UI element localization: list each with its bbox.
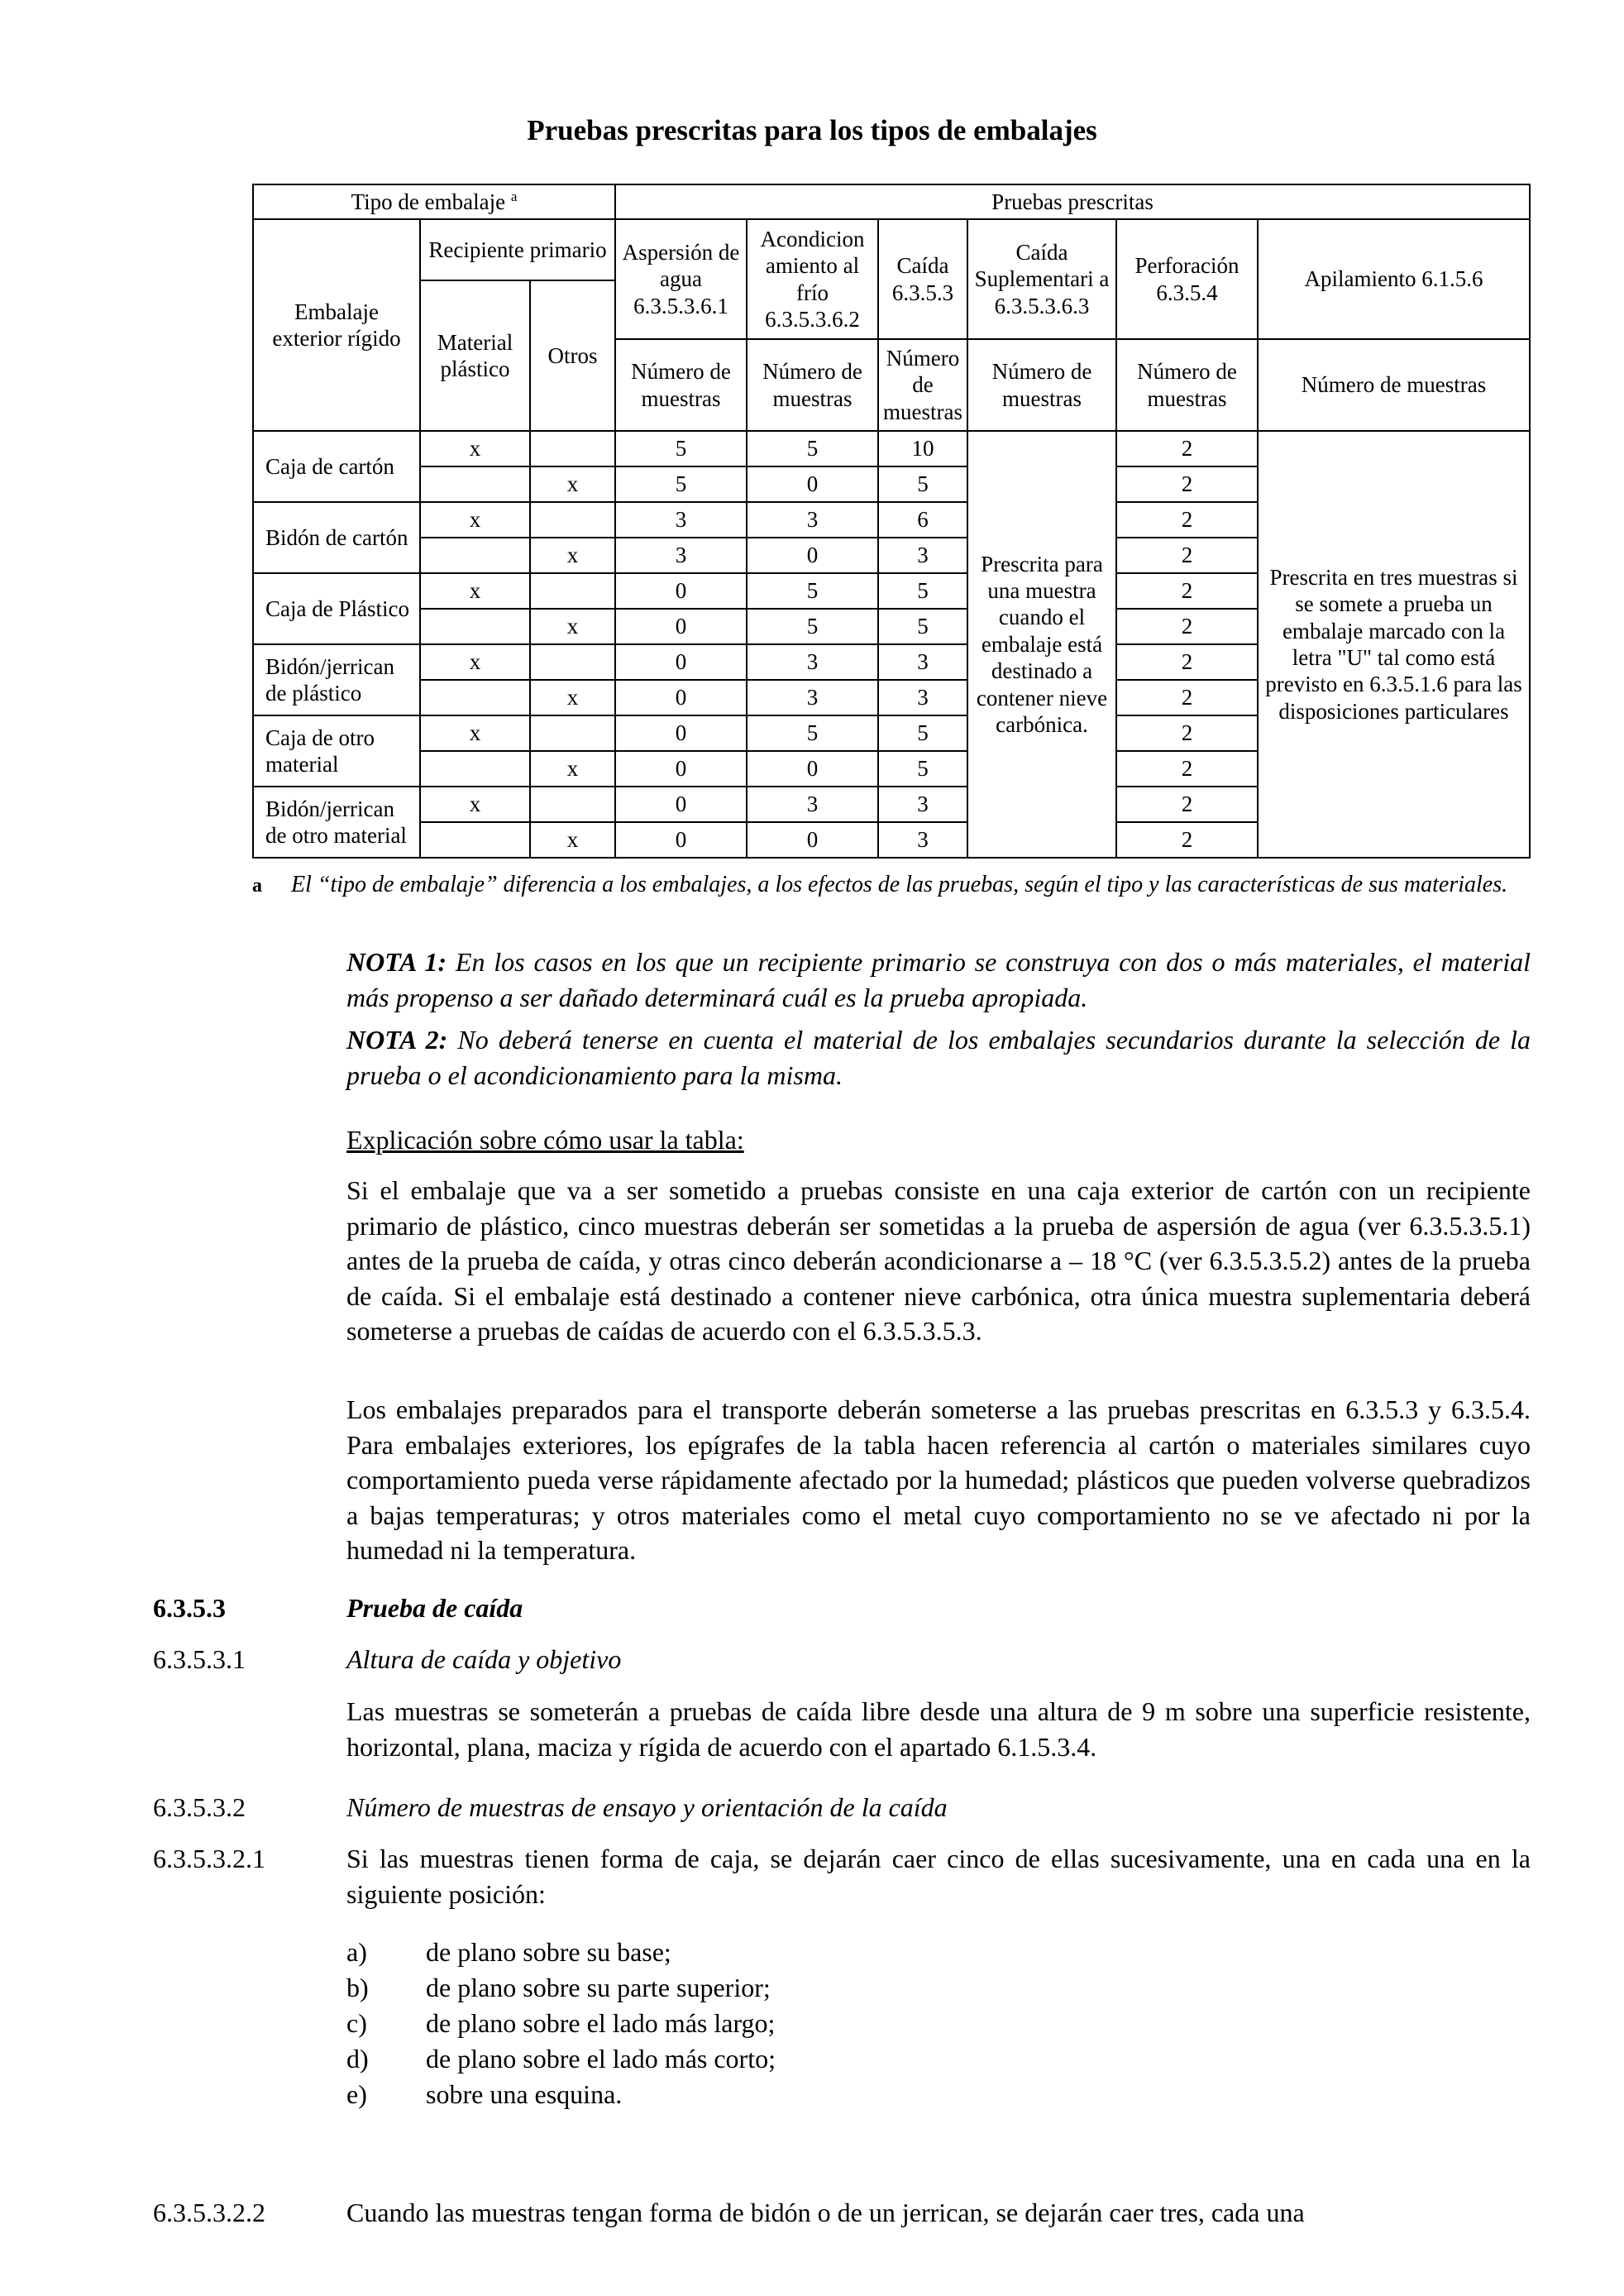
header-test-stacking: Apilamiento 6.1.5.6 (1258, 219, 1530, 339)
water-spray-cell: 5 (615, 466, 747, 502)
perforation-cell: 2 (1116, 680, 1258, 715)
orientation-list (346, 1935, 1504, 2112)
section-body: Si las muestras tienen forma de caja, se dejarán caer cinco de ellas sucesivamente, una en cada una en la siguiente posición: (346, 1844, 1531, 1909)
plastic-cell (420, 609, 530, 644)
note-2 (346, 1022, 1531, 1093)
other-cell (530, 431, 615, 466)
other-cell: x (530, 609, 615, 644)
section-number: 6.3.5.3 (153, 1593, 226, 1623)
water-spray-cell: 0 (615, 787, 747, 822)
supplementary-drop-note: Prescrita para una muestra cuando el embalaje está destinado a contener nieve carbónica. (967, 431, 1116, 858)
plastic-cell (420, 538, 530, 573)
explanation-paragraph: Los embalajes preparados para el transporte deberán someterse a las pruebas prescritas en 6.3.5.3 y 6.3.5.4. Para embalajes exteriores, los epígrafes de la tabla hacen referencia al cartón o materiales similares cuyo comportamiento pueda verse rápidamente afectado por la humedad; plásticos que pueden volverse quebradizos a bajas temperaturas; y otros materiales como el metal cuyo comportamiento no se ve afectado ni por la humedad ni la temperatura. (346, 1394, 1531, 1566)
cold-conditioning-cell: 3 (747, 787, 878, 822)
cold-conditioning-cell: 0 (747, 822, 878, 858)
perforation-cell: 2 (1116, 538, 1258, 573)
unit-cell: Número de muestras (967, 339, 1116, 431)
water-spray-cell: 0 (615, 680, 747, 715)
perforation-cell: 2 (1116, 751, 1258, 787)
header-test-perforation: Perforación 6.3.5.4 (1116, 219, 1258, 339)
other-cell: x (530, 466, 615, 502)
packaging-label-cell: Bidón/jerrican de otro material (253, 787, 420, 858)
drop-cell: 5 (878, 715, 967, 751)
perforation-cell: 2 (1116, 573, 1258, 609)
list-item: e) sobre una esquina. (346, 2078, 623, 2109)
perforation-cell: 2 (1116, 466, 1258, 502)
unit-cell: Número de muestras (878, 339, 967, 431)
header-plastic-material: Material plástico (420, 280, 530, 431)
section-number: 6.3.5.3.2.1 (153, 1844, 265, 1873)
drop-cell: 3 (878, 787, 967, 822)
plastic-cell (420, 751, 530, 787)
plastic-cell: x (420, 573, 530, 609)
table-row (253, 431, 1530, 466)
section-title: Número de muestras de ensayo y orientación de la caída (346, 1792, 948, 1822)
other-cell: x (530, 538, 615, 573)
unit-cell: Número de muestras (615, 339, 747, 431)
note-text: En los casos en los que un recipiente primario se construya con dos o más materiales, el material más propenso a ser dañado determinará cuál es la prueba apropiada. (346, 947, 1531, 1012)
other-cell (530, 787, 615, 822)
drop-cell: 3 (878, 822, 967, 858)
section-title: Prueba de caída (346, 1593, 523, 1623)
packaging-label-cell: Caja de Plástico (253, 573, 420, 644)
perforation-cell: 2 (1116, 609, 1258, 644)
cold-conditioning-cell: 3 (747, 680, 878, 715)
note-label: NOTA 1: (346, 947, 447, 977)
water-spray-cell: 3 (615, 502, 747, 538)
other-cell: x (530, 751, 615, 787)
list-item: b) de plano sobre su parte superior; (346, 1972, 771, 2002)
packaging-label-cell: Caja de cartón (253, 431, 420, 502)
plastic-cell: x (420, 502, 530, 538)
header-test-cold: Acondicion amiento al frío 6.3.5.3.6.2 (747, 219, 878, 339)
list-item: c) de plano sobre el lado más largo; (346, 2007, 776, 2038)
cold-conditioning-cell: 0 (747, 466, 878, 502)
page-title: Pruebas prescritas para los tipos de embalajes (527, 114, 1097, 146)
explanation-paragraph: Si el embalaje que va a ser sometido a pruebas consiste en una caja exterior de cartón con un recipiente primario de plástico, cinco muestras deberán ser sometidas a la prueba de aspersión de agua (ver 6.3.5.3.5.1) antes de la prueba de caída, y otras cinco deberán acondicionarse a – 18 °C (ver 6.3.5.3.5.2) antes de la prueba de caída. Si el embalaje está destinado a contener nieve carbónica, otra única muestra suplementaria deberá someterse a pruebas de caídas de acuerdo con el 6.3.5.3.5.3. (346, 1175, 1531, 1347)
list-item: d) de plano sobre el lado más corto; (346, 2043, 776, 2074)
other-cell (530, 644, 615, 680)
other-cell (530, 715, 615, 751)
drop-cell: 3 (878, 644, 967, 680)
packaging-label-cell: Caja de otro material (253, 715, 420, 787)
header-outer-packaging: Embalaje exterior rígido (253, 219, 420, 431)
unit-cell: Número de muestras (1116, 339, 1258, 431)
cold-conditioning-cell: 0 (747, 751, 878, 787)
water-spray-cell: 0 (615, 751, 747, 787)
cold-conditioning-cell: 5 (747, 715, 878, 751)
drop-cell: 5 (878, 609, 967, 644)
drop-cell: 3 (878, 680, 967, 715)
footnote-text: El “tipo de embalaje” diferencia a los embalajes, a los efectos de las pruebas, según el tipo y las características de sus materiales. (291, 872, 1508, 897)
section-number: 6.3.5.3.1 (153, 1644, 246, 1674)
section-number: 6.3.5.3.2.2 (153, 2198, 265, 2227)
cold-conditioning-cell: 3 (747, 644, 878, 680)
section-number: 6.3.5.3.2 (153, 1792, 246, 1822)
table-body (253, 431, 1530, 858)
unit-cell: Número de muestras (1258, 339, 1530, 431)
other-cell: x (530, 822, 615, 858)
plastic-cell (420, 680, 530, 715)
perforation-cell: 2 (1116, 502, 1258, 538)
list-item: a) de plano sobre su base; (346, 1937, 671, 1967)
other-cell (530, 502, 615, 538)
perforation-cell: 2 (1116, 715, 1258, 751)
stacking-note: Prescrita en tres muestras si se somete a prueba un embalaje marcado con la letra "U" tal como está previsto en 6.3.5.1.6 para las disposiciones particulares (1258, 431, 1530, 858)
plastic-cell: x (420, 644, 530, 680)
water-spray-cell: 3 (615, 538, 747, 573)
perforation-cell: 2 (1116, 787, 1258, 822)
footnote-mark: a (252, 875, 262, 897)
note-label: NOTA 2: (346, 1025, 448, 1055)
water-spray-cell: 0 (615, 715, 747, 751)
drop-cell: 5 (878, 466, 967, 502)
header-packaging-type: Tipo de embalaje $^a$ (253, 184, 615, 219)
section-title: Altura de caída y objetivo (346, 1644, 622, 1674)
water-spray-cell: 0 (615, 644, 747, 680)
packaging-label-cell: Bidón de cartón (253, 502, 420, 573)
plastic-cell: x (420, 431, 530, 466)
header-prescribed-tests: Pruebas prescritas (615, 184, 1530, 219)
cold-conditioning-cell: 5 (747, 573, 878, 609)
unit-cell: Número de muestras (747, 339, 878, 431)
header-test-drop: Caída 6.3.5.3 (878, 219, 967, 339)
drop-cell: 5 (878, 751, 967, 787)
other-cell: x (530, 680, 615, 715)
note-text: No deberá tenerse en cuenta el material de los embalajes secundarios durante la selección de la prueba o el acondicionamiento para la misma. (346, 1025, 1531, 1090)
perforation-cell: 2 (1116, 644, 1258, 680)
cold-conditioning-cell: 3 (747, 502, 878, 538)
cold-conditioning-cell: 5 (747, 609, 878, 644)
drop-cell: 10 (878, 431, 967, 466)
section-body: Cuando las muestras tengan forma de bidón o de un jerrican, se dejarán caer tres, cada una (346, 2198, 1305, 2227)
tests-table (252, 184, 1531, 859)
drop-cell: 5 (878, 573, 967, 609)
plastic-cell: x (420, 787, 530, 822)
header-primary-receptacle: Recipiente primario (420, 219, 615, 280)
water-spray-cell: 0 (615, 609, 747, 644)
plastic-cell (420, 822, 530, 858)
cold-conditioning-cell: 5 (747, 431, 878, 466)
perforation-cell: 2 (1116, 822, 1258, 858)
header-test-water: Aspersión de agua 6.3.5.3.6.1 (615, 219, 747, 339)
header-test-supplementary-drop: Caída Suplementari a 6.3.5.3.6.3 (967, 219, 1116, 339)
drop-cell: 3 (878, 538, 967, 573)
drop-cell: 6 (878, 502, 967, 538)
plastic-cell (420, 466, 530, 502)
water-spray-cell: 0 (615, 573, 747, 609)
note-1 (346, 945, 1531, 1015)
cold-conditioning-cell: 0 (747, 538, 878, 573)
perforation-cell: 2 (1116, 431, 1258, 466)
plastic-cell: x (420, 715, 530, 751)
water-spray-cell: 0 (615, 822, 747, 858)
other-cell (530, 573, 615, 609)
section-body: Las muestras se someterán a pruebas de caída libre desde una altura de 9 m sobre una superficie resistente, horizontal, plana, maciza y rígida de acuerdo con el apartado 6.1.5.3.4. (346, 1696, 1531, 1762)
explanation-heading: Explicación sobre cómo usar la tabla: (346, 1125, 744, 1155)
packaging-label-cell: Bidón/jerrican de plástico (253, 644, 420, 715)
water-spray-cell: 5 (615, 431, 747, 466)
header-others: Otros (530, 280, 615, 431)
